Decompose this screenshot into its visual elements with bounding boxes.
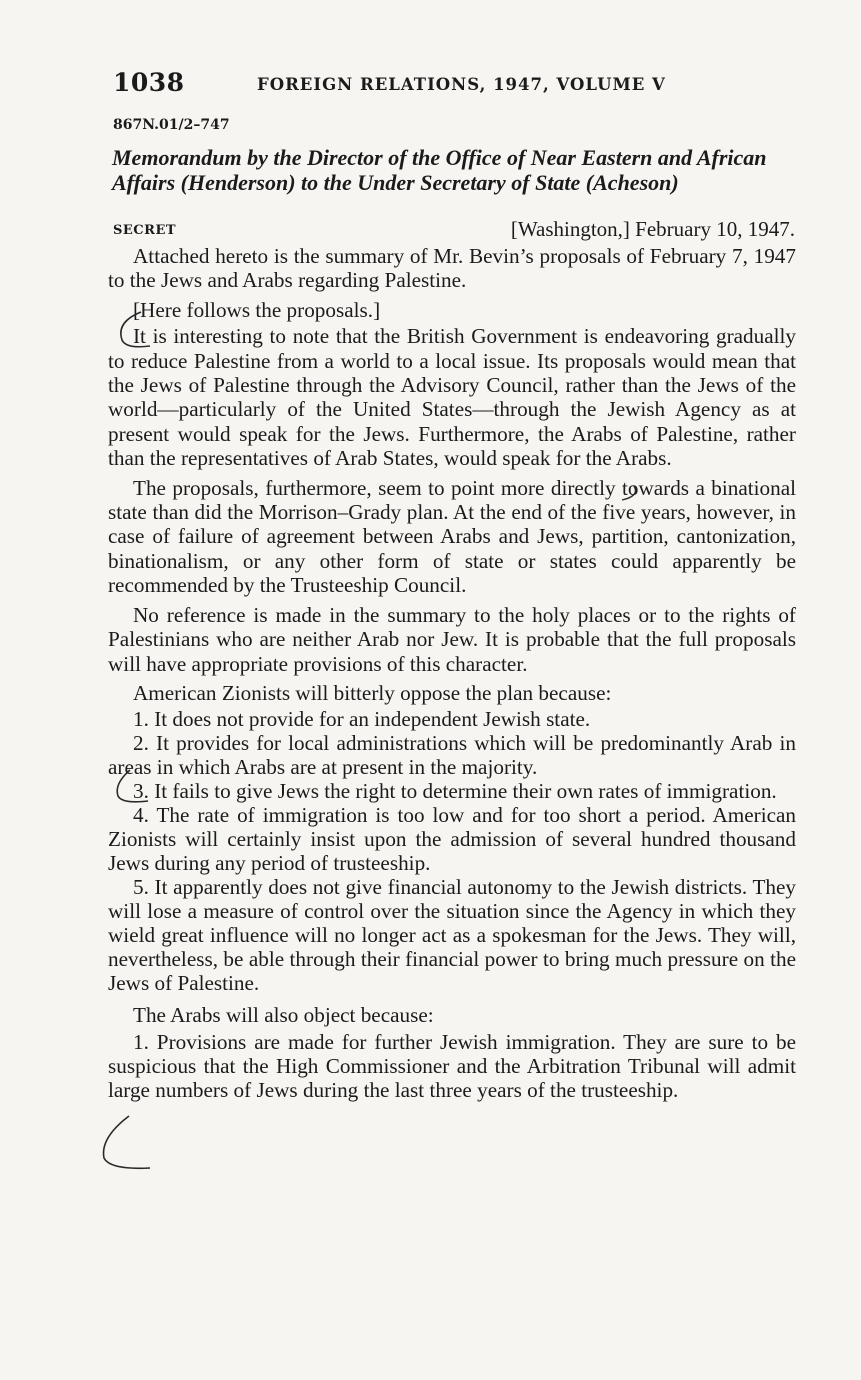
arab-objections-list bbox=[108, 1030, 796, 1102]
list-item: 5. It apparently does not give financial autonomy to the Jewish districts. They will lose a measure of control over the situation since the Agency in which they wield great influence will no longer act as a spokesman for the Jews. They will, nevertheless, be able through their financial power to bring much pressure on the Jews of Palestine. bbox=[108, 875, 796, 996]
page-number: 1038 bbox=[113, 68, 185, 97]
paragraph-binational-state: The proposals, furthermore, seem to point more directly towards a binational state than did the Morrison–Grady plan. At the end of the five years, however, in case of failure of agreement between Arabs and Jews, partition, cantonization, binationalism, or any other form of state or states could apparently be recommended by the Trusteeship Council. bbox=[108, 475, 796, 598]
list-item: 1. It does not provide for an independent Jewish state. bbox=[133, 707, 591, 732]
bracket-mark-arab bbox=[104, 1116, 150, 1168]
paragraph-zionist-opposition: American Zionists will bitterly oppose the plan because: bbox=[133, 680, 612, 705]
memo-body bbox=[108, 244, 796, 1110]
list-item: 3. It fails to give Jews the right to determine their own rates of immigration. bbox=[133, 779, 777, 804]
zionist-objections-list bbox=[108, 707, 796, 995]
list-item: 2. It provides for local administrations which will be predominantly Arab in areas in which Arabs are at present in the majority. bbox=[108, 731, 796, 780]
memo-title: Memorandum by the Director of the Office of Near Eastern and African Affairs (Henderson) to the Under Secretary of State (Acheson) bbox=[112, 145, 767, 195]
paragraph-editorial-note: [Here follows the proposals.] bbox=[133, 297, 381, 322]
list-item: 1. Provisions are made for further Jewish immigration. They are sure to be suspicious that the High Commissioner and the Arbitration Tribunal will admit large numbers of Jews during the last three years of the trusteeship. bbox=[108, 1029, 796, 1102]
running-head: FOREIGN RELATIONS, 1947, VOLUME V bbox=[257, 75, 666, 94]
paragraph-attachment: Attached hereto is the summary of Mr. Bevin’s proposals of February 7, 1947 to the Jews and Arabs regarding Palestine. bbox=[108, 244, 796, 293]
paragraph-arab-objection: The Arabs will also object because: bbox=[133, 1003, 434, 1028]
list-item: 4. The rate of immigration is too low and for too short a period. American Zionists will certainly insist upon the admission of several hundred thousand Jews during any period of trusteeship. bbox=[108, 803, 796, 876]
file-number: 867N.01/2–747 bbox=[113, 117, 230, 133]
paragraph-british-policy: It is interesting to note that the British Government is endeavoring gradually to reduce Palestine from a world to a local issue. Its proposals would mean that the Jews of Palestine through the Advisory Council, rather than the Jews of the world—particularly of the United States—through the Jewish Agency as at present would speak for the Jews. Furthermore, the Arabs of Palestine, rather than the representatives of Arab States, would speak for the Arabs. bbox=[108, 324, 796, 471]
dateline: [Washington,] February 10, 1947. bbox=[510, 217, 795, 241]
paragraph-holy-places: No reference is made in the summary to the holy places or to the rights of Palestinians who are neither Arab nor Jew. It is probable that the full proposals will have appropriate provisions of this character. bbox=[108, 602, 796, 676]
classification-label: SECRET bbox=[113, 223, 177, 238]
page-header bbox=[113, 68, 803, 100]
